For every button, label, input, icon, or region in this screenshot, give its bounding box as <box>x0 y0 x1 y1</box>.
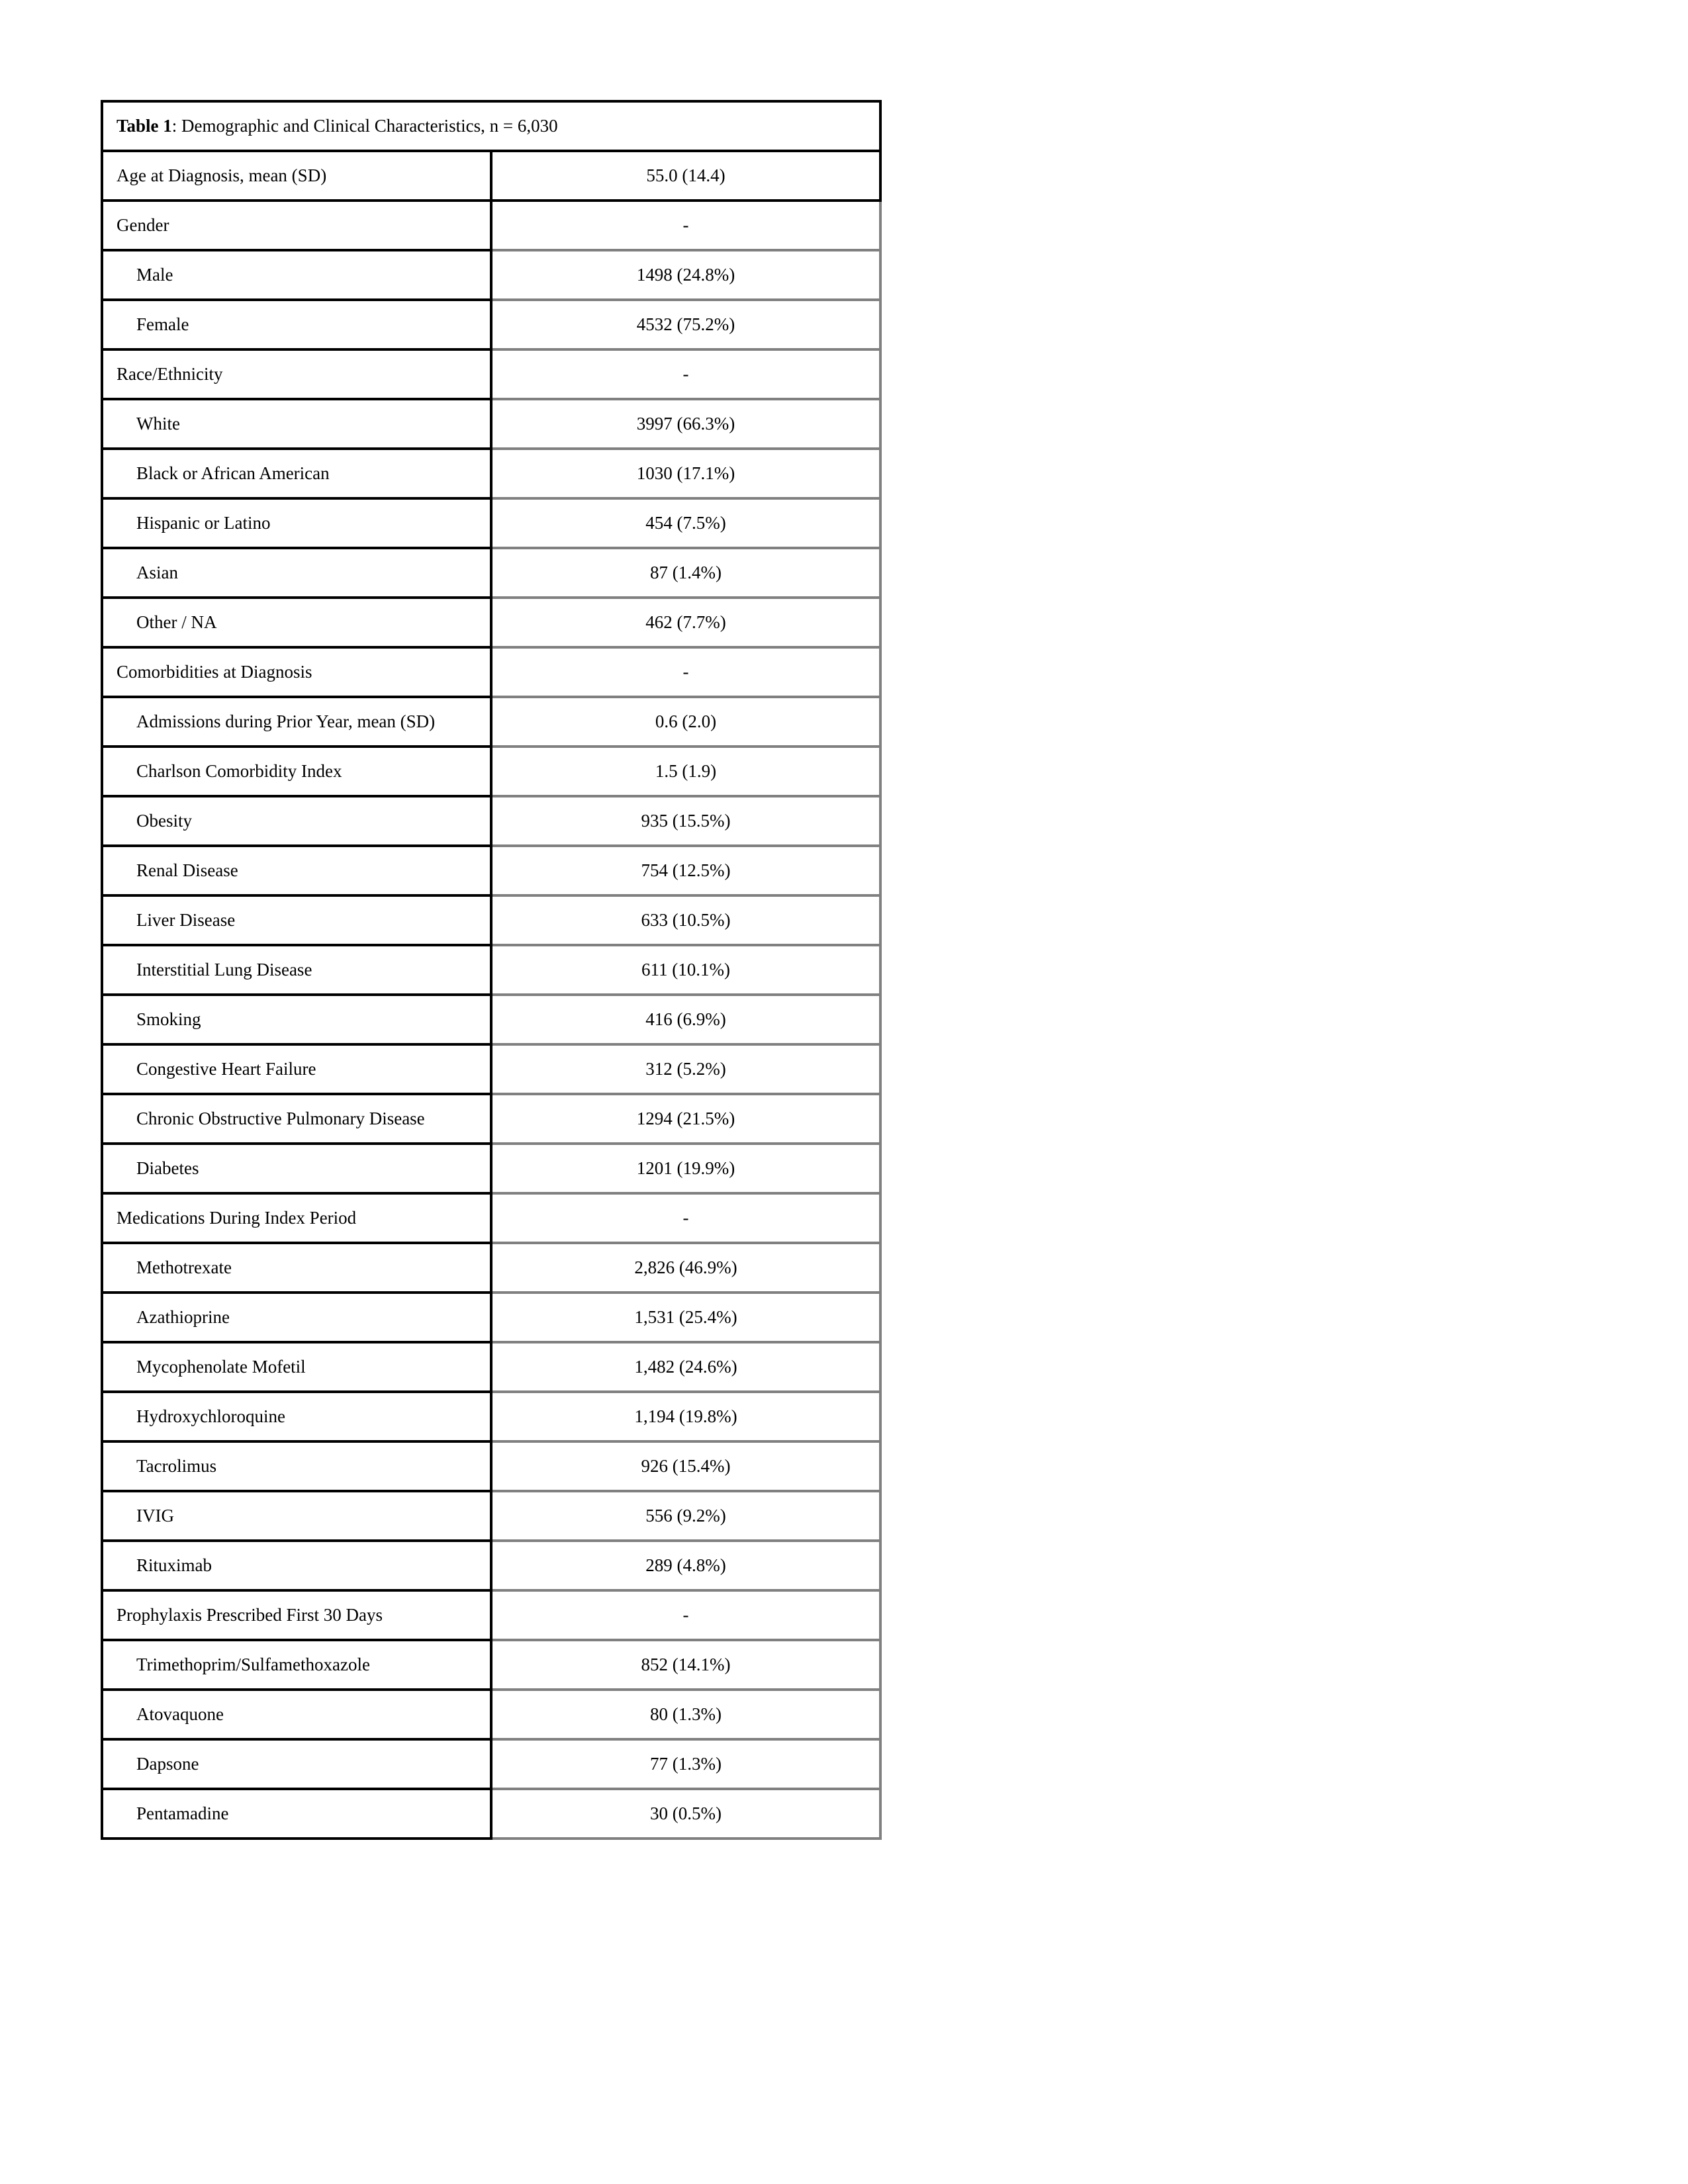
row-label: Trimethoprim/Sulfamethoxazole <box>102 1640 491 1690</box>
row-label: Mycophenolate Mofetil <box>102 1342 491 1392</box>
row-label: Gender <box>102 201 491 250</box>
row-value: - <box>491 1193 880 1243</box>
row-label: Female <box>102 300 491 349</box>
row-value: - <box>491 1590 880 1640</box>
row-label: Congestive Heart Failure <box>102 1044 491 1094</box>
table-row <box>102 1293 880 1342</box>
row-label: Renal Disease <box>102 846 491 895</box>
table-row <box>102 747 880 796</box>
table-row <box>102 1441 880 1491</box>
row-label: Methotrexate <box>102 1243 491 1293</box>
row-value: 77 (1.3%) <box>491 1739 880 1789</box>
table-row <box>102 1739 880 1789</box>
row-value: 4532 (75.2%) <box>491 300 880 349</box>
row-value: 1,482 (24.6%) <box>491 1342 880 1392</box>
table-row <box>102 151 880 201</box>
table-row <box>102 1342 880 1392</box>
row-value: 80 (1.3%) <box>491 1690 880 1739</box>
row-value: 289 (4.8%) <box>491 1541 880 1590</box>
table-row <box>102 1541 880 1590</box>
row-label: Charlson Comorbidity Index <box>102 747 491 796</box>
row-label: Smoking <box>102 995 491 1044</box>
row-label: Hydroxychloroquine <box>102 1392 491 1441</box>
row-value: 926 (15.4%) <box>491 1441 880 1491</box>
row-value: 1030 (17.1%) <box>491 449 880 498</box>
row-label: White <box>102 399 491 449</box>
row-label: Black or African American <box>102 449 491 498</box>
row-value: 3997 (66.3%) <box>491 399 880 449</box>
row-value: 55.0 (14.4) <box>491 151 880 201</box>
row-label: Admissions during Prior Year, mean (SD) <box>102 697 491 747</box>
table-row <box>102 796 880 846</box>
row-label: Diabetes <box>102 1144 491 1193</box>
row-value: 1,531 (25.4%) <box>491 1293 880 1342</box>
table-row <box>102 1690 880 1739</box>
table-row <box>102 598 880 647</box>
table-title <box>102 101 880 151</box>
row-value: - <box>491 647 880 697</box>
table-row <box>102 399 880 449</box>
row-value: 87 (1.4%) <box>491 548 880 598</box>
table-title-bold: Table 1 <box>117 116 172 136</box>
row-value: 0.6 (2.0) <box>491 697 880 747</box>
table-row <box>102 250 880 300</box>
row-value: 1.5 (1.9) <box>491 747 880 796</box>
row-label: Age at Diagnosis, mean (SD) <box>102 151 491 201</box>
table-row <box>102 1392 880 1441</box>
characteristics-table <box>101 100 882 1840</box>
row-value: 1201 (19.9%) <box>491 1144 880 1193</box>
row-label: Azathioprine <box>102 1293 491 1342</box>
row-value: 1,194 (19.8%) <box>491 1392 880 1441</box>
row-value: 935 (15.5%) <box>491 796 880 846</box>
row-label: Tacrolimus <box>102 1441 491 1491</box>
table-row <box>102 1640 880 1690</box>
row-label: Comorbidities at Diagnosis <box>102 647 491 697</box>
row-label: Hispanic or Latino <box>102 498 491 548</box>
row-value: 312 (5.2%) <box>491 1044 880 1094</box>
row-value: 754 (12.5%) <box>491 846 880 895</box>
row-value: 852 (14.1%) <box>491 1640 880 1690</box>
table-title-rest: : Demographic and Clinical Characteristics, n = 6,030 <box>171 116 558 136</box>
row-label: Race/Ethnicity <box>102 349 491 399</box>
row-label: Dapsone <box>102 1739 491 1789</box>
row-label: Medications During Index Period <box>102 1193 491 1243</box>
row-label: Chronic Obstructive Pulmonary Disease <box>102 1094 491 1144</box>
row-label: Interstitial Lung Disease <box>102 945 491 995</box>
table-row <box>102 995 880 1044</box>
table-row <box>102 1094 880 1144</box>
row-label: IVIG <box>102 1491 491 1541</box>
row-value: 556 (9.2%) <box>491 1491 880 1541</box>
table-row <box>102 1789 880 1839</box>
row-value: 30 (0.5%) <box>491 1789 880 1839</box>
row-label: Liver Disease <box>102 895 491 945</box>
row-label: Male <box>102 250 491 300</box>
row-value: 611 (10.1%) <box>491 945 880 995</box>
row-value: 633 (10.5%) <box>491 895 880 945</box>
table-row <box>102 349 880 399</box>
row-label: Obesity <box>102 796 491 846</box>
table-row <box>102 895 880 945</box>
table-row <box>102 697 880 747</box>
table-title-row <box>102 101 880 151</box>
row-value: 1498 (24.8%) <box>491 250 880 300</box>
row-value: 462 (7.7%) <box>491 598 880 647</box>
row-label: Rituximab <box>102 1541 491 1590</box>
table-row <box>102 945 880 995</box>
row-value: 416 (6.9%) <box>491 995 880 1044</box>
table-row <box>102 498 880 548</box>
table-row <box>102 1193 880 1243</box>
row-label: Other / NA <box>102 598 491 647</box>
table-row <box>102 1144 880 1193</box>
row-value: 1294 (21.5%) <box>491 1094 880 1144</box>
row-label: Pentamadine <box>102 1789 491 1839</box>
row-value: 2,826 (46.9%) <box>491 1243 880 1293</box>
table-row <box>102 647 880 697</box>
row-value: - <box>491 349 880 399</box>
table-row <box>102 548 880 598</box>
table-row <box>102 201 880 250</box>
row-label: Prophylaxis Prescribed First 30 Days <box>102 1590 491 1640</box>
table-row <box>102 846 880 895</box>
table-row <box>102 449 880 498</box>
table-row <box>102 1044 880 1094</box>
row-value: - <box>491 201 880 250</box>
table-row <box>102 1491 880 1541</box>
row-label: Asian <box>102 548 491 598</box>
table-row <box>102 1243 880 1293</box>
row-value: 454 (7.5%) <box>491 498 880 548</box>
table-row <box>102 300 880 349</box>
table-row <box>102 1590 880 1640</box>
row-label: Atovaquone <box>102 1690 491 1739</box>
